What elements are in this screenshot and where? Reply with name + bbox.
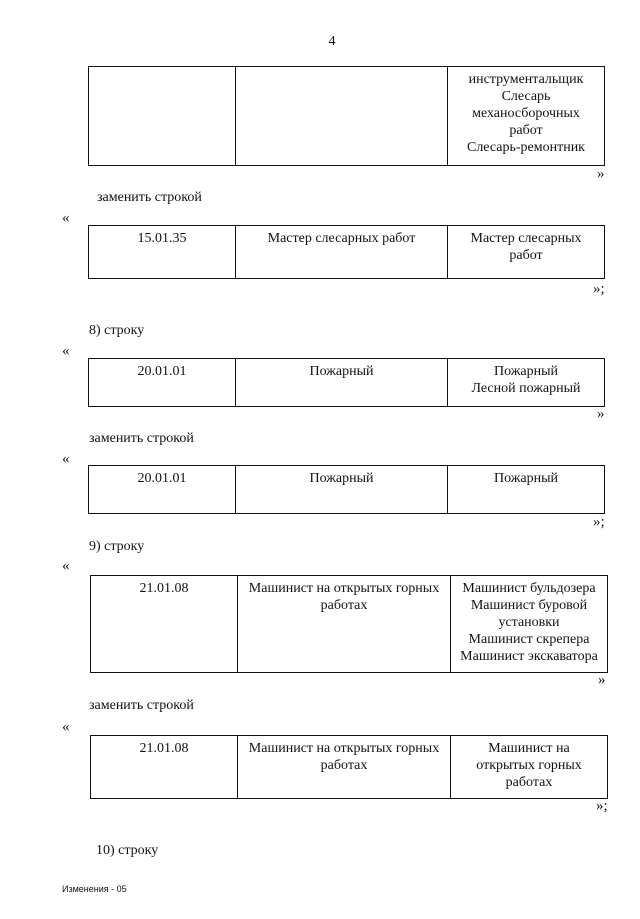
profession-cell: Пожарный — [236, 359, 448, 407]
qualification-cell — [448, 359, 605, 407]
table-row — [89, 67, 605, 166]
table-row — [89, 466, 605, 514]
page-number: 4 — [328, 34, 336, 49]
qualification-line: установки — [498, 615, 560, 630]
table-machinist-new — [90, 735, 608, 799]
table-row — [91, 576, 608, 673]
qualification-line: Машинист экскаватора — [460, 649, 598, 664]
qualification-line: Машинист бульдозера — [462, 581, 596, 596]
qualification-line: работ — [509, 123, 543, 138]
close-quote: »; — [593, 281, 605, 297]
qualification-cell — [451, 576, 608, 673]
open-quote: « — [62, 451, 70, 467]
qualification-cell — [451, 736, 608, 799]
open-quote: « — [62, 719, 70, 735]
qualification-line: работах — [505, 775, 553, 790]
close-quote: »; — [593, 514, 605, 530]
profession-cell: Мастер слесарных работ — [236, 226, 448, 279]
qualification-line: Машинист буровой — [470, 598, 588, 613]
profession-cell: Машинист на открытых горных работах — [238, 576, 451, 673]
item-label: 10) строку — [96, 843, 159, 858]
qualification-line: Машинист скрепера — [468, 632, 590, 647]
qualification-line: Лесной пожарный — [471, 381, 581, 396]
qualification-cell — [448, 67, 605, 166]
replace-label: заменить строкой — [89, 698, 194, 713]
code-cell — [89, 67, 236, 166]
open-quote: « — [62, 343, 70, 359]
close-quote: » — [597, 166, 605, 182]
qualification-line: открытых горных — [476, 758, 582, 773]
item-label: 8) строку — [89, 323, 145, 338]
open-quote: « — [62, 210, 70, 226]
close-quote: » — [597, 406, 605, 422]
close-quote: »; — [596, 798, 608, 814]
qualification-line: Мастер слесарных — [470, 231, 582, 246]
code-cell: 21.01.08 — [91, 736, 238, 799]
table-row — [89, 359, 605, 407]
profession-cell: Пожарный — [236, 466, 448, 514]
code-cell: 20.01.01 — [89, 466, 236, 514]
table-firefighter-new — [88, 465, 605, 514]
profession-cell — [236, 67, 448, 166]
table-machinist-old — [90, 575, 608, 673]
replace-label: заменить строкой — [89, 431, 194, 446]
table-firefighter-old — [88, 358, 605, 407]
code-cell: 15.01.35 — [89, 226, 236, 279]
table-row — [89, 226, 605, 279]
table-row — [91, 736, 608, 799]
profession-cell: Машинист на открытых горных работах — [238, 736, 451, 799]
table-replacement-master — [88, 225, 605, 279]
qualification-cell — [448, 466, 605, 514]
qualification-line: работ — [509, 248, 543, 263]
code-cell: 20.01.01 — [89, 359, 236, 407]
qualification-line: Машинист на — [488, 741, 570, 756]
code-cell: 21.01.08 — [91, 576, 238, 673]
item-label: 9) строку — [89, 539, 145, 554]
close-quote: » — [598, 672, 606, 688]
table-continued — [88, 66, 605, 166]
open-quote: « — [62, 558, 70, 574]
qualification-line: Слесарь — [501, 89, 551, 104]
qualification-line: Слесарь-ремонтник — [466, 140, 585, 155]
replace-label: заменить строкой — [97, 190, 202, 205]
footer-note: Изменения - 05 — [62, 884, 127, 894]
qualification-cell — [448, 226, 605, 279]
qualification-line: механосборочных — [472, 106, 580, 121]
qualification-line: Пожарный — [493, 364, 559, 379]
qualification-line: инструментальщик — [468, 72, 584, 87]
qualification-line: Пожарный — [493, 471, 559, 486]
